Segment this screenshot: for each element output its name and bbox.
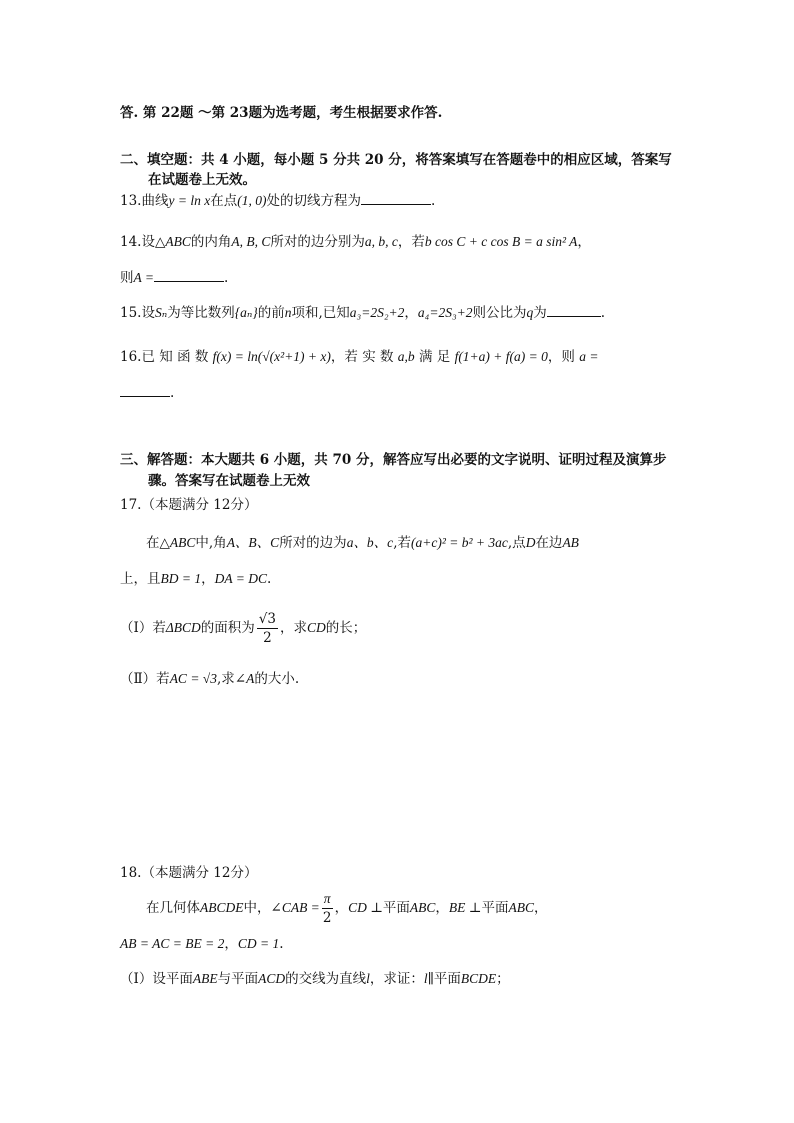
q18-abc1: ABC [409, 900, 436, 915]
q18-p1-text: ，求证： [369, 971, 424, 987]
q17-p1-text: 的面积为 [200, 620, 255, 636]
q14-text: ， [577, 234, 591, 250]
q18-pi-numerator: π [322, 890, 333, 909]
q18-line1 [146, 890, 547, 927]
q13-text: 在点 [210, 193, 238, 209]
q18-abcde: ABCDE [200, 900, 244, 915]
q18-text: 平面 [481, 900, 509, 916]
q17-part1 [120, 610, 366, 647]
q18-p1-acd: ACD [258, 971, 286, 986]
q17-p1-triangle: ΔBCD [165, 620, 201, 635]
q18-p1-text: （Ⅰ）设平面 [120, 971, 193, 987]
q15-text: 设 [141, 305, 155, 321]
q18-part1 [120, 970, 510, 988]
q17-p1-cd: CD [306, 620, 326, 635]
q17-text: 上，且 [120, 571, 161, 587]
q16-text: 已 知 函 数 [141, 349, 209, 365]
q18-p1-l: l [366, 971, 370, 986]
q14-text: 则 [120, 270, 134, 286]
q15-n: n [284, 305, 292, 320]
q15-end: . [600, 305, 606, 321]
q18-be-perp: BE ⊥ [448, 900, 482, 915]
q13-answer-blank[interactable] [361, 192, 431, 205]
q16-text: ，则 [547, 349, 575, 365]
q15-number: 15. [120, 305, 142, 321]
q14-sides: a, b, c [364, 234, 398, 249]
q18-p1-l: l [423, 971, 428, 986]
q17-p1-text: 的长； [325, 620, 367, 636]
q18-title: 18.（本题满分 12分） [120, 865, 258, 881]
q13-point: (1, 0) [237, 193, 267, 208]
q15-an: {aₙ} [234, 305, 258, 320]
q18-p1-bcde: BCDE [460, 971, 497, 986]
q17-end: . [266, 571, 272, 587]
q15-sep: ， [404, 305, 418, 321]
q15-text: 为等比数列 [167, 305, 235, 321]
q18-text: 在几何体 [146, 900, 200, 916]
q16-number: 16. [120, 349, 142, 365]
question-14-line2 [120, 269, 228, 287]
q18-cd-perp: CD ⊥ [348, 900, 383, 915]
q18-cab: CAB = [281, 900, 320, 915]
question-16-line1 [120, 348, 598, 366]
q15-eq2: a₄=2S₃+2 [417, 305, 473, 320]
question-14-line1 [120, 233, 591, 251]
q16-end: . [170, 385, 175, 401]
q17-p1-text: （Ⅰ）若 [120, 620, 166, 636]
q17-p1-text: ，求 [279, 620, 307, 636]
q15-text: 的前 [257, 305, 285, 321]
q14-number: 14. [120, 234, 142, 250]
q14-answer-var: A = [133, 270, 154, 285]
question-13 [120, 192, 435, 210]
q18-line2 [120, 935, 284, 953]
q16-vars: a,b [397, 349, 415, 364]
intro-line: 答. 第 22题 ～第 23题为选考题，考生根据要求作答. [120, 105, 443, 121]
q17-text: 在边 [535, 535, 563, 551]
q17-p1-fraction [257, 610, 278, 647]
q18-p1-text: 与平面 [217, 971, 259, 987]
q16-answer-var: a = [579, 349, 599, 364]
q13-expr: y = ln x [168, 193, 211, 208]
q13-end: . [430, 193, 436, 209]
q14-equation: b cos C + c cos B = a sin² A [424, 234, 578, 249]
q17-sides: a、b、c [346, 535, 394, 550]
section2-heading-line2: 在试题卷上无效。 [148, 172, 256, 188]
q16-condition: f(1+a) + f(a) = 0 [454, 349, 548, 364]
q17-title: 17.（本题满分 12分） [120, 497, 258, 513]
question-16-line2 [120, 384, 174, 402]
q18-text: ， [533, 900, 548, 916]
q17-abc: ABC [169, 535, 196, 550]
q17-bd: BD = 1 [160, 571, 202, 586]
q18-sep: ， [224, 936, 238, 952]
q14-end: . [224, 270, 229, 286]
q17-text: 所对的边为 [279, 535, 347, 551]
q15-answer-blank[interactable] [547, 304, 601, 317]
q17-line2 [120, 570, 271, 588]
q14-text: ，若 [397, 234, 425, 250]
q17-sep: ， [201, 571, 215, 587]
q14-text: 设△ [141, 234, 166, 250]
q17-p1-numerator: √3 [258, 611, 276, 627]
q18-p1-text: ； [496, 971, 510, 987]
q18-text: ， [334, 900, 349, 916]
q18-text: 平面 [382, 900, 410, 916]
q17-p2-angle: A [246, 671, 255, 686]
q15-q: q [526, 305, 534, 320]
q18-cd: CD = 1 [237, 936, 280, 951]
q17-da: DA = DC [214, 571, 267, 586]
section3-heading-line1: 三、解答题：本大题共 6 小题，共 70 分，解答应写出必要的文字说明、证明过程及演算步 [120, 452, 667, 468]
q15-text: 则公比为 [472, 305, 527, 321]
q15-text: 项和,已知 [291, 305, 350, 321]
q17-p2-text: （Ⅱ）若 [120, 671, 170, 687]
q17-angles: A、B、C [226, 535, 280, 550]
q18-p1-abe: ABE [192, 971, 218, 986]
q18-abc2: ABC [508, 900, 534, 915]
q16-function: f(x) = ln(√(x²+1) + x) [212, 349, 331, 364]
q18-pi-denominator: 2 [322, 910, 332, 926]
q16-text: ，若 实 数 [330, 349, 394, 365]
q17-p2-ac: AC = √3 [169, 671, 217, 686]
q17-equation: (a+c)² = b² + 3ac [410, 535, 508, 550]
q14-text: 的内角 [190, 234, 232, 250]
q15-sn: Sₙ [154, 305, 168, 320]
section2-heading-line1: 二、填空题：共 4 小题，每小题 5 分共 20 分，将答案填写在答题卷中的相应区域，答案写 [120, 152, 672, 168]
q18-p1-text: ∥平面 [427, 971, 461, 987]
q13-text: 曲线 [141, 193, 169, 209]
q16-text: 满 足 [418, 349, 451, 365]
q13-text: 处的切线方程为 [266, 193, 361, 209]
q17-text: 中,角 [195, 535, 227, 551]
q15-eq1: a₃=2S₂+2 [349, 305, 405, 320]
q18-end: . [279, 936, 284, 952]
q17-text: ,点 [507, 535, 526, 551]
q13-number: 13. [120, 193, 142, 209]
section3-heading-line2: 骤。答案写在试题卷上无效 [148, 473, 310, 489]
q18-pi-fraction [322, 890, 333, 927]
q17-text: 在△ [146, 535, 170, 551]
question-15 [120, 304, 605, 322]
q17-ab: AB [562, 535, 579, 550]
q14-angles: A, B, C [231, 234, 271, 249]
q17-point-d: D [525, 535, 536, 550]
q17-p2-text: 的大小. [254, 671, 300, 687]
q18-p1-text: 的交线为直线 [285, 971, 367, 987]
q18-equation: AB = AC = BE = 2 [120, 936, 225, 951]
q16-answer-blank[interactable] [120, 384, 170, 397]
q14-answer-blank[interactable] [154, 269, 224, 282]
q14-text: 所对的边分别为 [270, 234, 365, 250]
q18-text: 中，∠ [243, 900, 282, 916]
q17-line1 [146, 534, 579, 552]
q17-part2 [120, 670, 299, 688]
q17-p1-denominator: 2 [263, 630, 272, 646]
q17-p2-text: ,求∠ [216, 671, 247, 687]
q17-text: ,若 [393, 535, 411, 551]
q18-text: ， [435, 900, 449, 916]
q14-abc: ABC [165, 234, 191, 249]
q15-text: 为 [533, 305, 547, 321]
